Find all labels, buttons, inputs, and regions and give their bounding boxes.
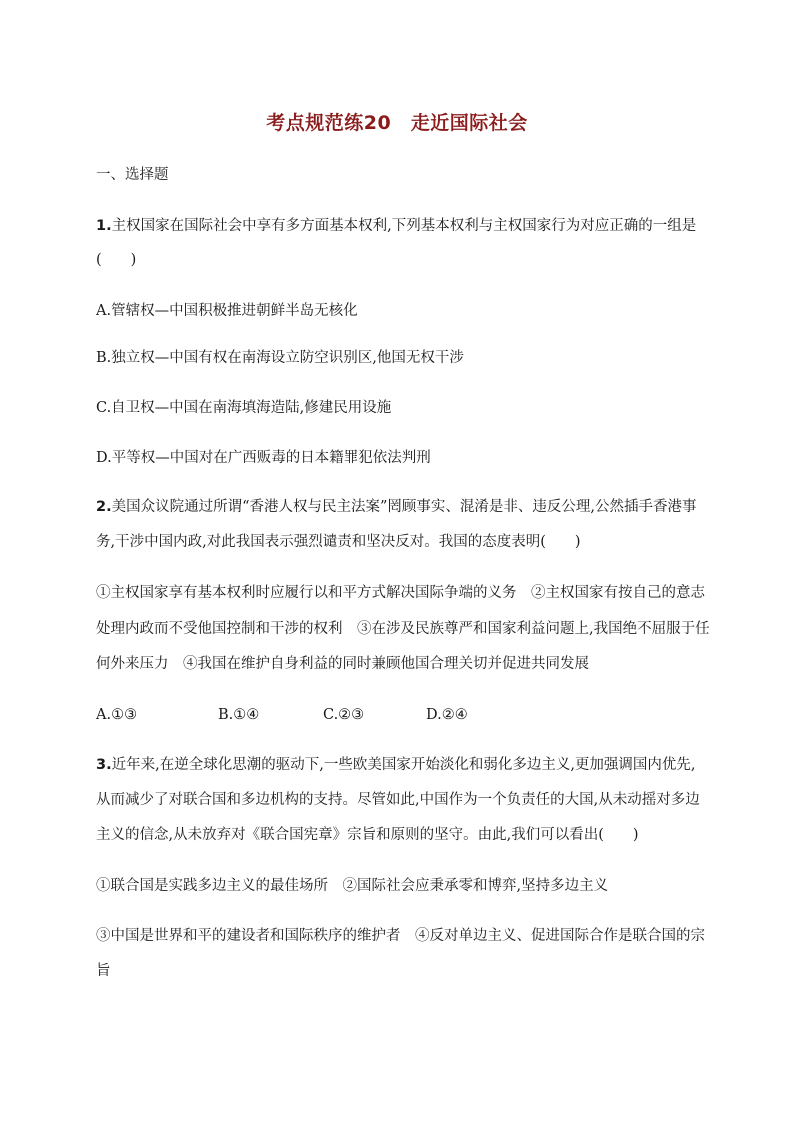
question-2-choice-d: D.②④ [426,707,468,723]
question-3-statements-line-2: ③中国是世界和平的建设者和国际秩序的维护者 ④反对单边主义、促进国际合作是联合国的宗 [96,928,705,944]
question-2-number: 2. [96,499,112,515]
question-2-choices [96,705,702,725]
question-3-stem-line-2: 从而减少了对联合国和多边机构的支持。尽管如此,中国作为一个负责任的大国,从未动摇对多边 [96,792,700,808]
question-2-stem-line-2: 务,干涉中国内政,对此我国表示强烈谴责和坚决反对。我国的态度表明( ) [96,534,581,550]
question-3-statements-line-1: ①联合国是实践多边主义的最佳场所 ②国际社会应秉承零和博弈,坚持多边主义 [96,878,609,894]
question-1-option-d: D.平等权—中国对在广西贩毒的日本籍罪犯依法判刑 [96,450,431,466]
question-1-stem-line-2: ( ) [96,252,137,268]
question-1-option-b: B.独立权—中国有权在南海设立防空识别区,他国无权干涉 [96,350,464,366]
question-2-choice-a: A.①③ [96,707,138,723]
question-2-statements-line-3: 何外来压力 ④我国在维护自身利益的同时兼顾他国合理关切并促进共同发展 [96,656,589,672]
question-3-stem-line-1 [96,755,702,775]
question-1-option-a: A.管辖权—中国积极推进朝鲜半岛无核化 [96,303,358,319]
question-2-stem-text: 美国众议院通过所谓“香港人权与民主法案”罔顾事实、混淆是非、违反公理,公然插手香港事 [111,499,697,515]
question-2-statements-line-1: ①主权国家享有基本权利时应履行以和平方式解决国际争端的义务 ②主权国家有按自己的意志 [96,585,705,601]
question-2-choice-b: B.①④ [218,707,260,723]
question-3-stem-text: 近年来,在逆全球化思潮的驱动下,一些欧美国家开始淡化和弱化多边主义,更加强调国内优先, [111,757,696,773]
question-3-number: 3. [96,757,112,773]
question-2-statements-line-2: 处理内政而不受他国控制和干涉的权利 ③在涉及民族尊严和国家利益问题上,我国绝不屈服于任 [96,621,710,637]
question-1-option-c: C.自卫权—中国在南海填海造陆,修建民用设施 [96,400,392,416]
question-2-stem-line-1 [96,497,702,517]
question-3-stem-line-3: 主义的信念,从未放弃对《联合国宪章》宗旨和原则的坚守。由此,我们可以看出( ) [96,827,639,843]
question-1-stem-line-1 [96,216,702,236]
question-3-statements-line-3: 旨 [96,963,111,979]
section-heading: 一、选择题 [96,167,169,183]
question-2-choice-c: C.②③ [323,707,365,723]
page-title: 考点规范练20 走近国际社会 [266,112,528,134]
question-1-stem-text: 主权国家在国际社会中享有多方面基本权利,下列基本权利与主权国家行为对应正确的一组是 [111,218,697,234]
question-1-number: 1. [96,218,112,234]
